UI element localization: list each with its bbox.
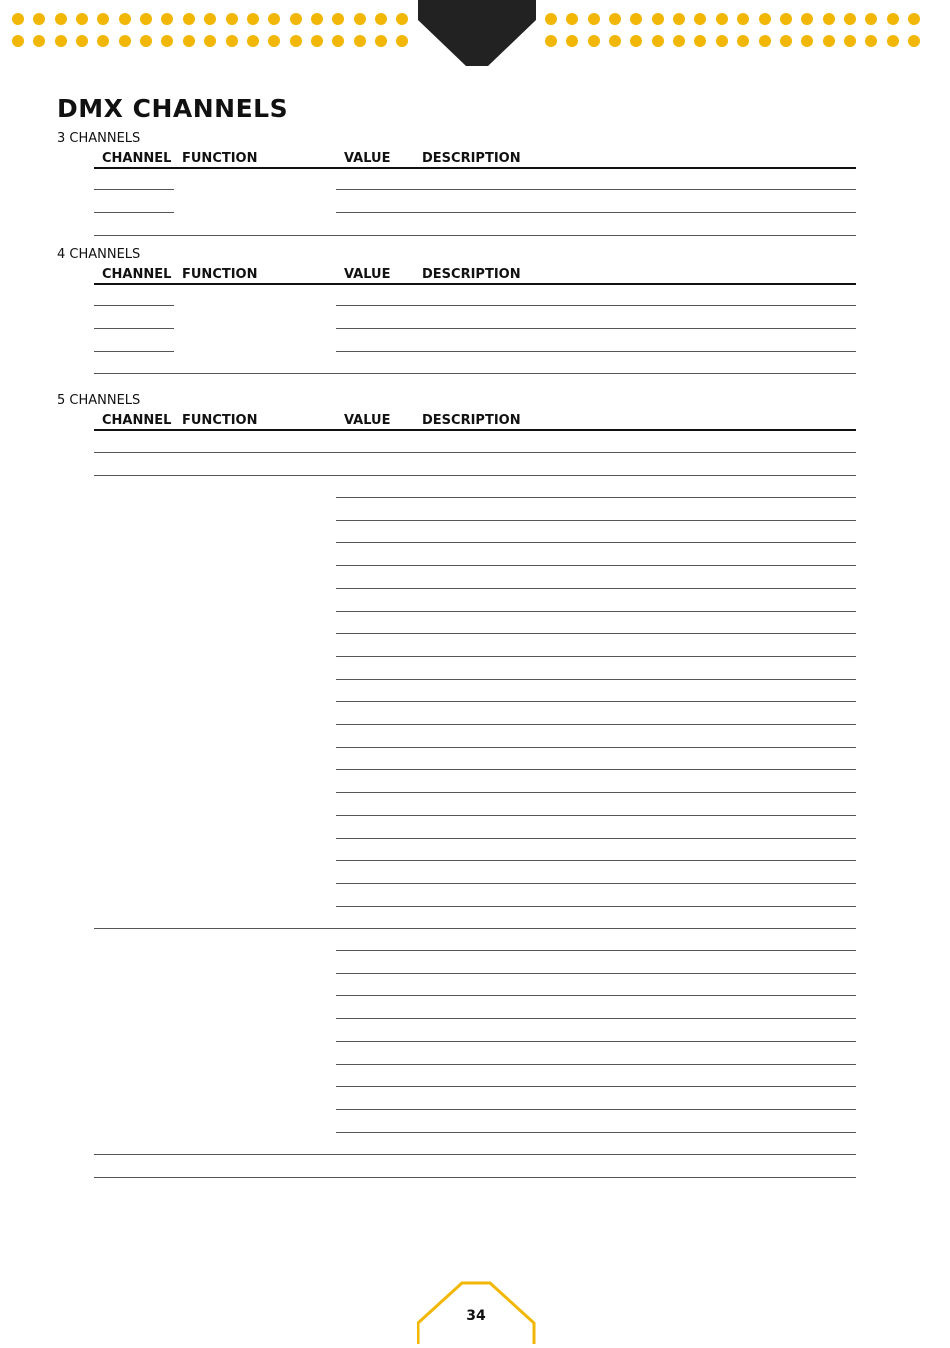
header-dot: [161, 13, 173, 25]
header-dot: [247, 35, 259, 47]
table-header-rule: [94, 283, 856, 285]
header-dot: [140, 35, 152, 47]
header-dot: [204, 13, 216, 25]
section-label-5-channels: 5 CHANNELS: [57, 393, 141, 408]
header-dot: [737, 35, 749, 47]
header-dot: [247, 13, 259, 25]
table-row-rule: [336, 1132, 856, 1133]
table-row-rule: [336, 542, 856, 543]
header-dot: [588, 35, 600, 47]
col-header-channel: CHANNEL: [102, 151, 172, 166]
header-dot: [97, 35, 109, 47]
table-row-rule: [94, 373, 856, 374]
table-row-rule: [336, 883, 856, 884]
table-row-rule: [336, 328, 856, 329]
header-dot: [204, 35, 216, 47]
header-dot: [226, 35, 238, 47]
header-dot: [609, 35, 621, 47]
header-dot: [55, 13, 67, 25]
header-dot: [12, 35, 24, 47]
header-dot: [354, 35, 366, 47]
header-dot: [140, 13, 152, 25]
header-dot: [780, 35, 792, 47]
table-row-rule: [336, 838, 856, 839]
header-dot: [759, 13, 771, 25]
table-row-rule: [336, 1109, 856, 1110]
header-dot: [97, 13, 109, 25]
table-row-rule: [94, 1154, 856, 1155]
header-dot: [716, 35, 728, 47]
header-dot: [780, 13, 792, 25]
header-dot: [630, 35, 642, 47]
header-dot: [375, 13, 387, 25]
table-row-rule: [94, 235, 856, 236]
col-header-description: DESCRIPTION: [422, 413, 521, 428]
col-header-value: VALUE: [344, 151, 391, 166]
table-row-rule: [336, 305, 856, 306]
col-header-channel: CHANNEL: [102, 267, 172, 282]
header-dot: [545, 13, 557, 25]
table-row-rule: [336, 351, 856, 352]
header-dot: [823, 35, 835, 47]
header-dot: [311, 35, 323, 47]
header-dot: [12, 13, 24, 25]
header-dot: [332, 13, 344, 25]
header-dot: [908, 35, 920, 47]
header-dot: [290, 13, 302, 25]
table-row-rule: [336, 520, 856, 521]
col-header-function: FUNCTION: [182, 151, 258, 166]
header-dot: [76, 13, 88, 25]
header-dot: [673, 13, 685, 25]
header-dot: [375, 35, 387, 47]
col-header-value: VALUE: [344, 413, 391, 428]
header-dot: [801, 35, 813, 47]
table-row-rule: [336, 565, 856, 566]
header-dot: [694, 35, 706, 47]
header-dot: [183, 13, 195, 25]
col-header-description: DESCRIPTION: [422, 151, 521, 166]
table-row-rule: [336, 724, 856, 725]
table-row-rule: [336, 633, 856, 634]
table-row-rule: [94, 928, 856, 929]
header-dot: [844, 35, 856, 47]
header-dot: [55, 35, 67, 47]
header-dot: [226, 13, 238, 25]
col-header-function: FUNCTION: [182, 267, 258, 282]
header-dot: [630, 13, 642, 25]
table-row-rule: [336, 212, 856, 213]
section-label-4-channels: 4 CHANNELS: [57, 247, 141, 262]
header-dot: [566, 35, 578, 47]
header-dot: [33, 13, 45, 25]
header-dot: [652, 35, 664, 47]
table-row-rule: [94, 475, 856, 476]
header-dot: [865, 13, 877, 25]
header-dot: [673, 35, 685, 47]
header-dot: [887, 35, 899, 47]
header-dot: [545, 35, 557, 47]
header-dot: [609, 13, 621, 25]
table-row-rule: [336, 973, 856, 974]
header-dot: [268, 13, 280, 25]
table-row-rule: [336, 769, 856, 770]
page-title: DMX CHANNELS: [57, 94, 289, 123]
table-row-rule: [336, 950, 856, 951]
table-row-rule: [94, 305, 174, 306]
header-dot: [183, 35, 195, 47]
header-dot: [887, 13, 899, 25]
table-row-rule: [336, 815, 856, 816]
header-dot: [694, 13, 706, 25]
header-dot: [33, 35, 45, 47]
table-header-rule: [94, 167, 856, 169]
table-row-rule: [94, 328, 174, 329]
table-row-rule: [336, 611, 856, 612]
table-row-rule: [336, 1064, 856, 1065]
table-row-rule: [336, 906, 856, 907]
header-dot: [76, 35, 88, 47]
header-dot: [290, 35, 302, 47]
header-dot: [588, 13, 600, 25]
page-number: 34: [466, 1308, 486, 1324]
header-dot: [566, 13, 578, 25]
header-dot: [801, 13, 813, 25]
header-dot: [354, 13, 366, 25]
section-label-3-channels: 3 CHANNELS: [57, 131, 141, 146]
header-dot: [908, 13, 920, 25]
table-row-rule: [336, 792, 856, 793]
table-row-rule: [336, 701, 856, 702]
header-dot: [119, 13, 131, 25]
header-dot: [311, 13, 323, 25]
table-row-rule: [336, 995, 856, 996]
header-dot: [119, 35, 131, 47]
table-row-rule: [336, 747, 856, 748]
header-dot: [759, 35, 771, 47]
table-row-rule: [336, 679, 856, 680]
table-header-rule: [94, 429, 856, 431]
table-row-rule: [94, 189, 174, 190]
page-number-badge: [417, 1281, 537, 1344]
table-row-rule: [336, 588, 856, 589]
header-dot: [844, 13, 856, 25]
header-dot: [332, 35, 344, 47]
header-dot: [396, 35, 408, 47]
table-row-rule: [336, 189, 856, 190]
header-dot: [716, 13, 728, 25]
table-row-rule: [336, 656, 856, 657]
table-row-rule: [94, 351, 174, 352]
table-row-rule: [336, 1041, 856, 1042]
col-header-function: FUNCTION: [182, 413, 258, 428]
table-row-rule: [336, 497, 856, 498]
header-badge-shape: [418, 0, 536, 66]
header-dot: [737, 13, 749, 25]
header-dot: [396, 13, 408, 25]
table-row-rule: [94, 1177, 856, 1178]
col-header-value: VALUE: [344, 267, 391, 282]
table-row-rule: [94, 452, 856, 453]
header-dot: [823, 13, 835, 25]
col-header-description: DESCRIPTION: [422, 267, 521, 282]
table-row-rule: [336, 1018, 856, 1019]
header-dot: [268, 35, 280, 47]
table-row-rule: [94, 212, 174, 213]
header-dot: [865, 35, 877, 47]
table-row-rule: [336, 860, 856, 861]
table-row-rule: [336, 1086, 856, 1087]
header-dot: [652, 13, 664, 25]
header-dot: [161, 35, 173, 47]
col-header-channel: CHANNEL: [102, 413, 172, 428]
